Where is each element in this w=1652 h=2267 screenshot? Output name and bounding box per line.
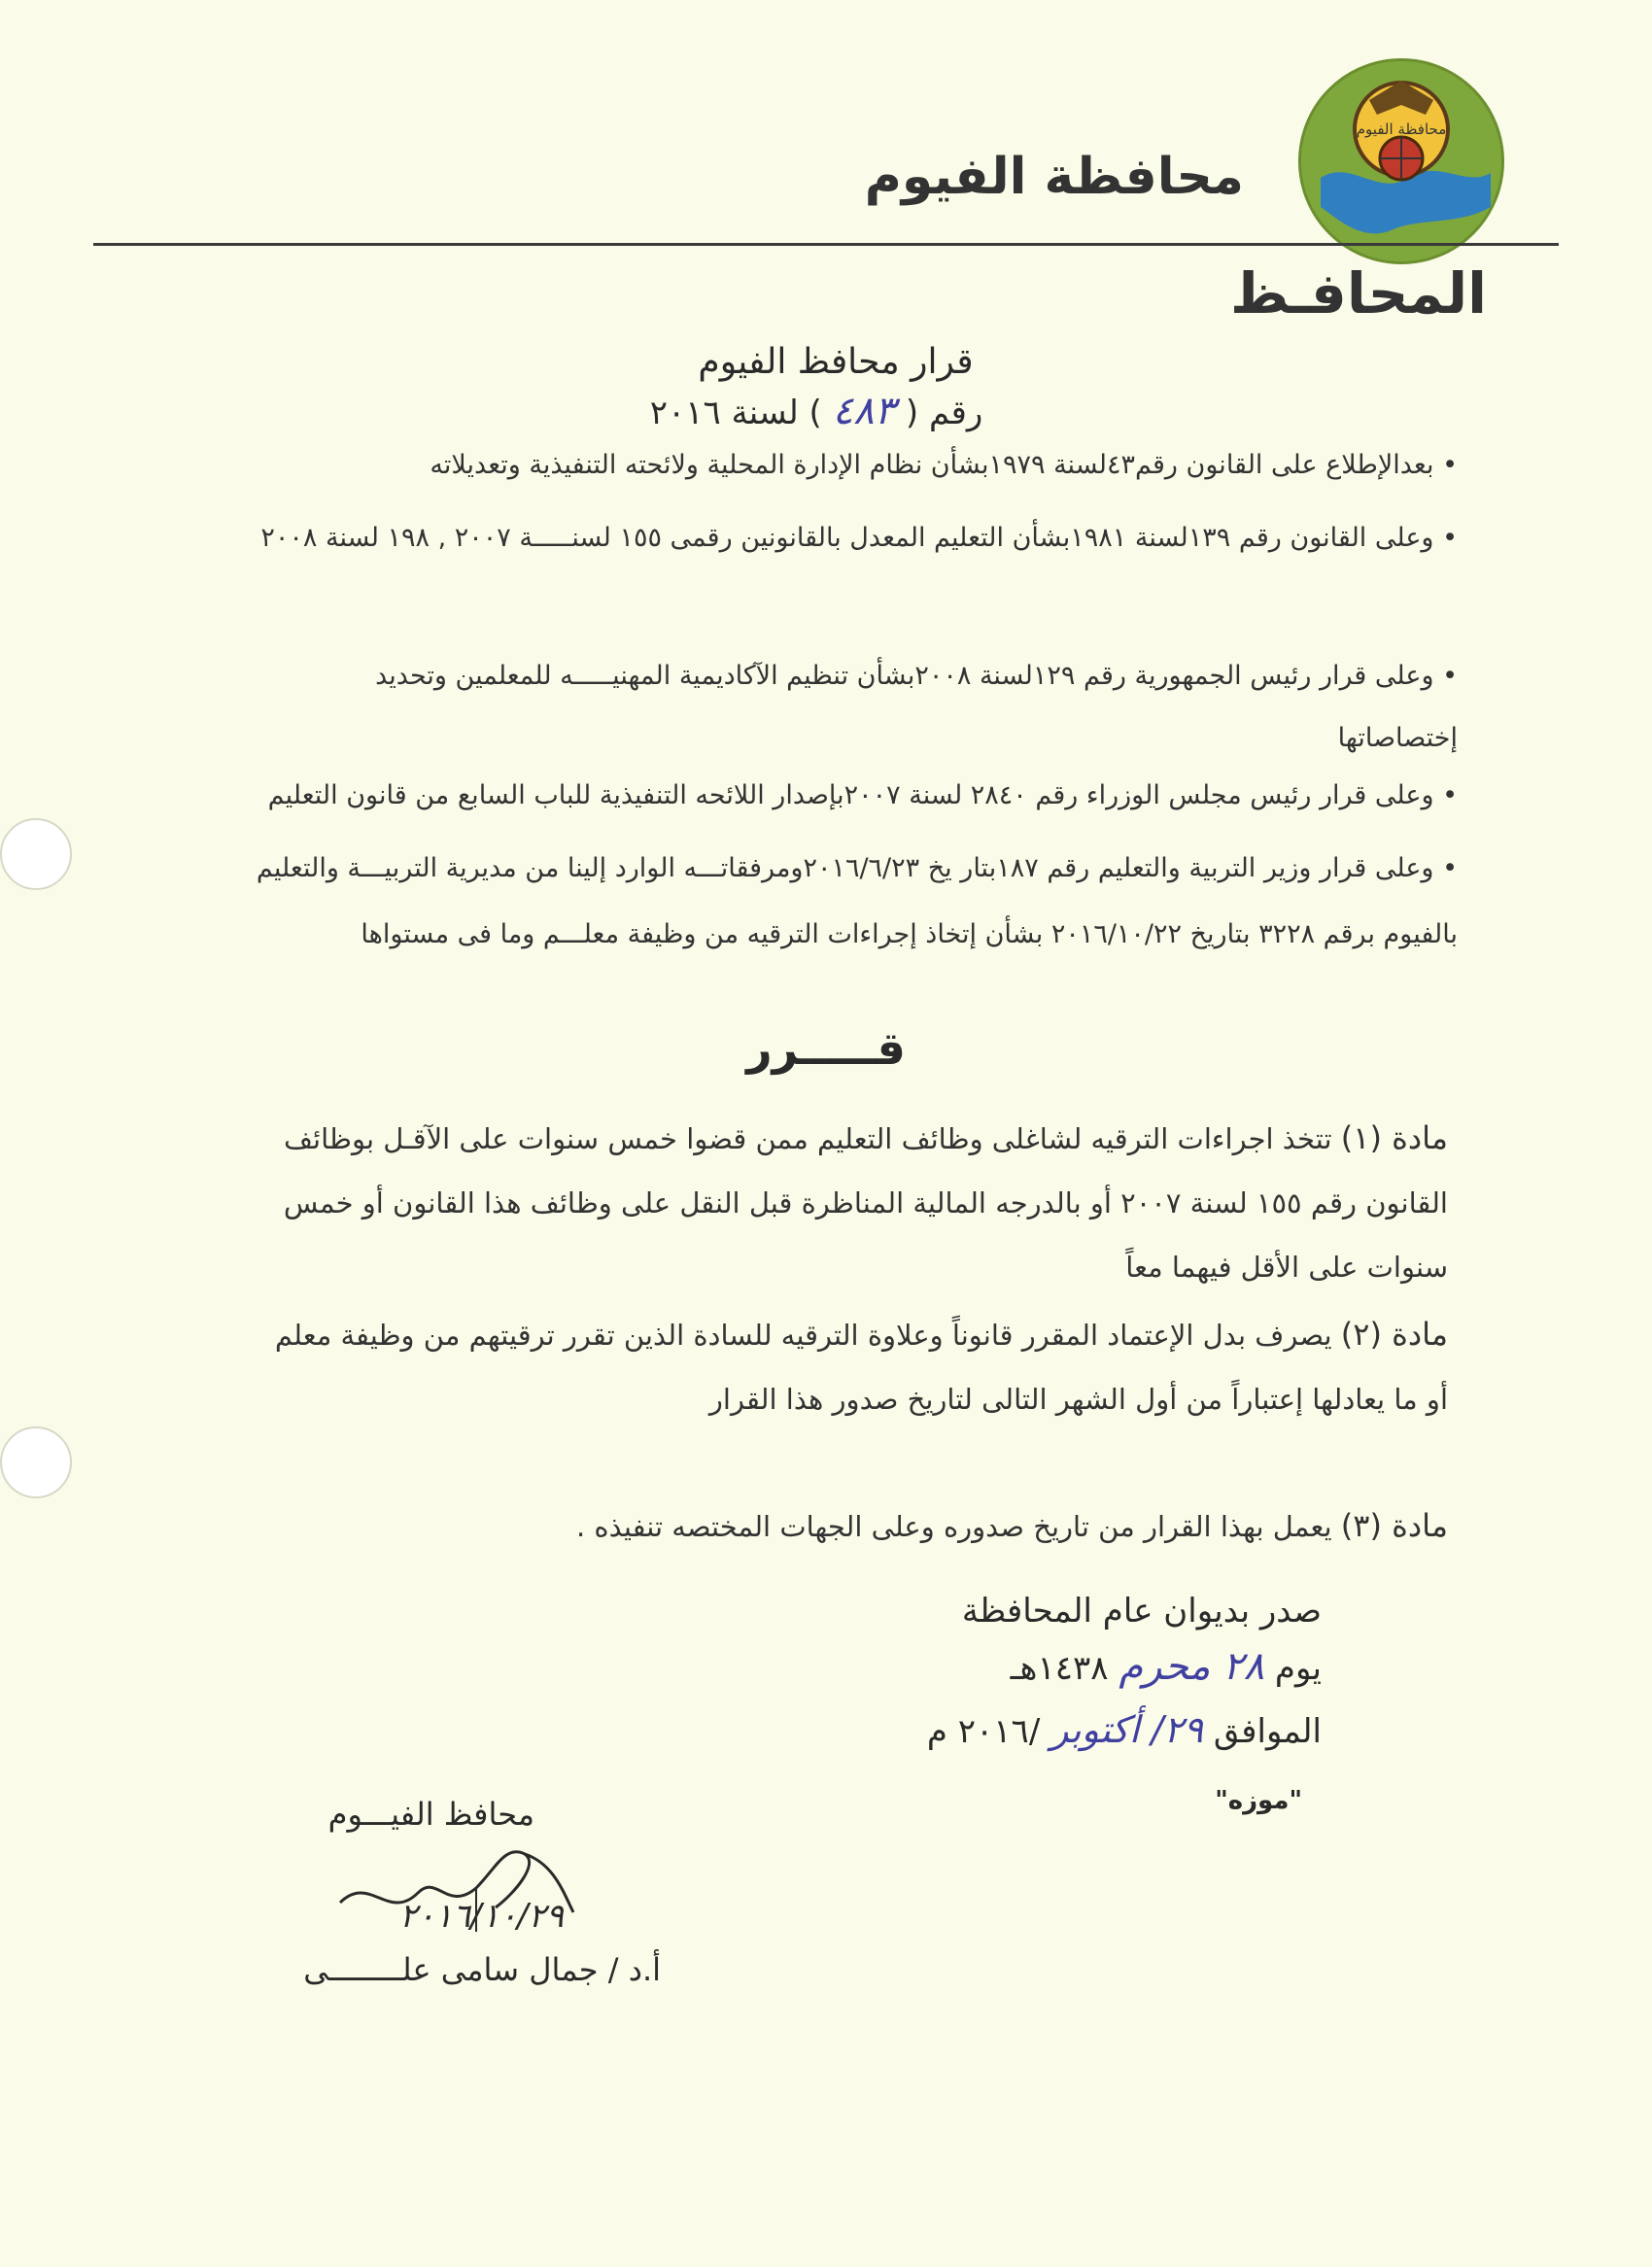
- article-2: [253, 1302, 1448, 1431]
- stamp-note: "موزه": [1215, 1786, 1302, 1815]
- hijri-handwritten: ٢٨ محرم: [1119, 1644, 1265, 1689]
- preamble-item: • وعلى قرار وزير التربية والتعليم رقم ١٨٧بتار يخ ٢٠١٦/٦/٢٣ومرفقاتـــه الوارد إلينا من مديرية التربيـــة والتعليم بالفيوم برقم ٣٢٢٨ بتاريخ ٢٠١٦/١٠/٢٢ بشأن إتخاذ إجراءات الترقيه من وظيفة معلـــم وما فى مستواها: [256, 853, 1458, 949]
- article-1: [253, 1106, 1448, 1299]
- punch-hole: [0, 818, 72, 890]
- governorate-emblem: [1298, 58, 1504, 264]
- preamble-item: • وعلى القانون رقم ١٣٩لسنة ١٩٨١بشأن التعليم المعدل بالقانونين رقمى ١٥٥ لسنـــــة ٢٠٠٧ , ١٩٨ لسنة ٢٠٠٨: [260, 523, 1458, 553]
- gregorian-label: الموافق: [1213, 1712, 1322, 1751]
- office-title: المحافـظ: [1229, 260, 1487, 326]
- gregorian-date: [927, 1708, 1322, 1751]
- article-label: مادة (١): [1340, 1119, 1448, 1156]
- decide-heading: قـــــرر: [746, 1022, 906, 1075]
- preamble-text: وعلى قرار رئيس الجمهورية رقم ١٢٩لسنة ٢٠٠٨بشأن تنظيم الآكاديمية المهنيـــــه للمعلمين وتحديد إختصاصاتها: [375, 661, 1458, 753]
- preamble-text: وعلى قرار رئيس مجلس الوزراء رقم ٢٨٤٠ لسنة ٢٠٠٧بإصدار اللائحه التنفيذية للباب السابع من قانون التعليم: [267, 780, 1434, 810]
- signatory-role: محافظ الفيـــوم: [327, 1796, 534, 1833]
- decision-number: [544, 389, 1088, 433]
- signatory-name: أ.د / جمال سامى علــــــــى: [303, 1951, 661, 1988]
- article-text: تتخذ اجراءات الترقيه لشاغلى وظائف التعليم ممن قضوا خمس سنوات على الآقـل بوظائف القانون رقم ١٥٥ لسنة ٢٠٠٧ أو بالدرجه المالية المناظرة قبل النقل على وظائف هذا القانون أو خمس سنوات على الأقل فيهما معاً: [283, 1122, 1448, 1284]
- article-label: مادة (٢): [1340, 1316, 1448, 1353]
- gregorian-handwritten: ٢٩/ أكتوبر: [1050, 1708, 1204, 1751]
- gregorian-year: /٢٠١٦ م: [926, 1712, 1041, 1751]
- decision-number-handwritten: ٤٨٣: [832, 389, 896, 433]
- article-text: يصرف بدل الإعتماد المقرر قانوناً وعلاوة الترقيه للسادة الذين تقرر ترقيتهم من وظيفة معلم أو ما يعادلها إعتباراً من أول الشهر التالى لتاريخ صدور هذا القرار: [274, 1319, 1448, 1416]
- day-label: يوم: [1274, 1649, 1322, 1688]
- article-3: [253, 1496, 1448, 1556]
- decision-title: قرار محافظ الفيوم: [698, 342, 974, 382]
- hijri-date: [1011, 1644, 1322, 1689]
- preamble-item: • وعلى قرار رئيس مجلس الوزراء رقم ٢٨٤٠ لسنة ٢٠٠٧بإصدار اللائحه التنفيذية للباب السابع من قانون التعليم: [267, 780, 1458, 810]
- preamble-text: وعلى قرار وزير التربية والتعليم رقم ١٨٧بتار يخ ٢٠١٦/٦/٢٣ومرفقاتـــه الوارد إلينا من مديرية التربيـــة والتعليم بالفيوم برقم ٣٢٢٨ بتاريخ ٢٠١٦/١٠/٢٢ بشأن إتخاذ إجراءات الترقيه من وظيفة معلـــم وما فى مستواها: [256, 853, 1458, 949]
- preamble-item: • بعدالإطلاع على القانون رقم٤٣لسنة ١٩٧٩بشأن نظام الإدارة المحلية ولائحته التنفيذية وتعديلاته: [430, 450, 1458, 480]
- hijri-year: ١٤٣٨هـ: [1010, 1649, 1109, 1688]
- preamble-text: وعلى القانون رقم ١٣٩لسنة ١٩٨١بشأن التعليم المعدل بالقانونين رقمى ١٥٥ لسنـــــة ٢٠٠٧ , ١٩٨ لسنة ٢٠٠٨: [260, 523, 1434, 553]
- preamble-text: بعدالإطلاع على القانون رقم٤٣لسنة ١٩٧٩بشأن نظام الإدارة المحلية ولائحته التنفيذية وتعديلاته: [430, 450, 1434, 480]
- decision-number-suffix: ) لسنة ٢٠١٦: [649, 394, 822, 432]
- article-label: مادة (٣): [1340, 1507, 1448, 1544]
- header-divider: [93, 243, 1559, 246]
- svg-text:محافظة الفيوم: محافظة الفيوم: [1356, 120, 1447, 138]
- punch-hole: [0, 1426, 72, 1498]
- governorate-title: محافظة الفيوم: [864, 148, 1244, 206]
- decision-number-prefix: رقم (: [905, 394, 983, 432]
- issued-at: صدر بديوان عام المحافظة: [961, 1592, 1322, 1631]
- preamble-item: • وعلى قرار رئيس الجمهورية رقم ١٢٩لسنة ٢٠٠٨بشأن تنظيم الآكاديمية المهنيـــــه للمعلمين وتحديد إختصاصاتها: [375, 661, 1458, 753]
- signature-date: ٢٠١٦/١٠/٢٩: [398, 1897, 564, 1936]
- article-text: يعمل بهذا القرار من تاريخ صدوره وعلى الجهات المختصه تنفيذه .: [575, 1510, 1332, 1543]
